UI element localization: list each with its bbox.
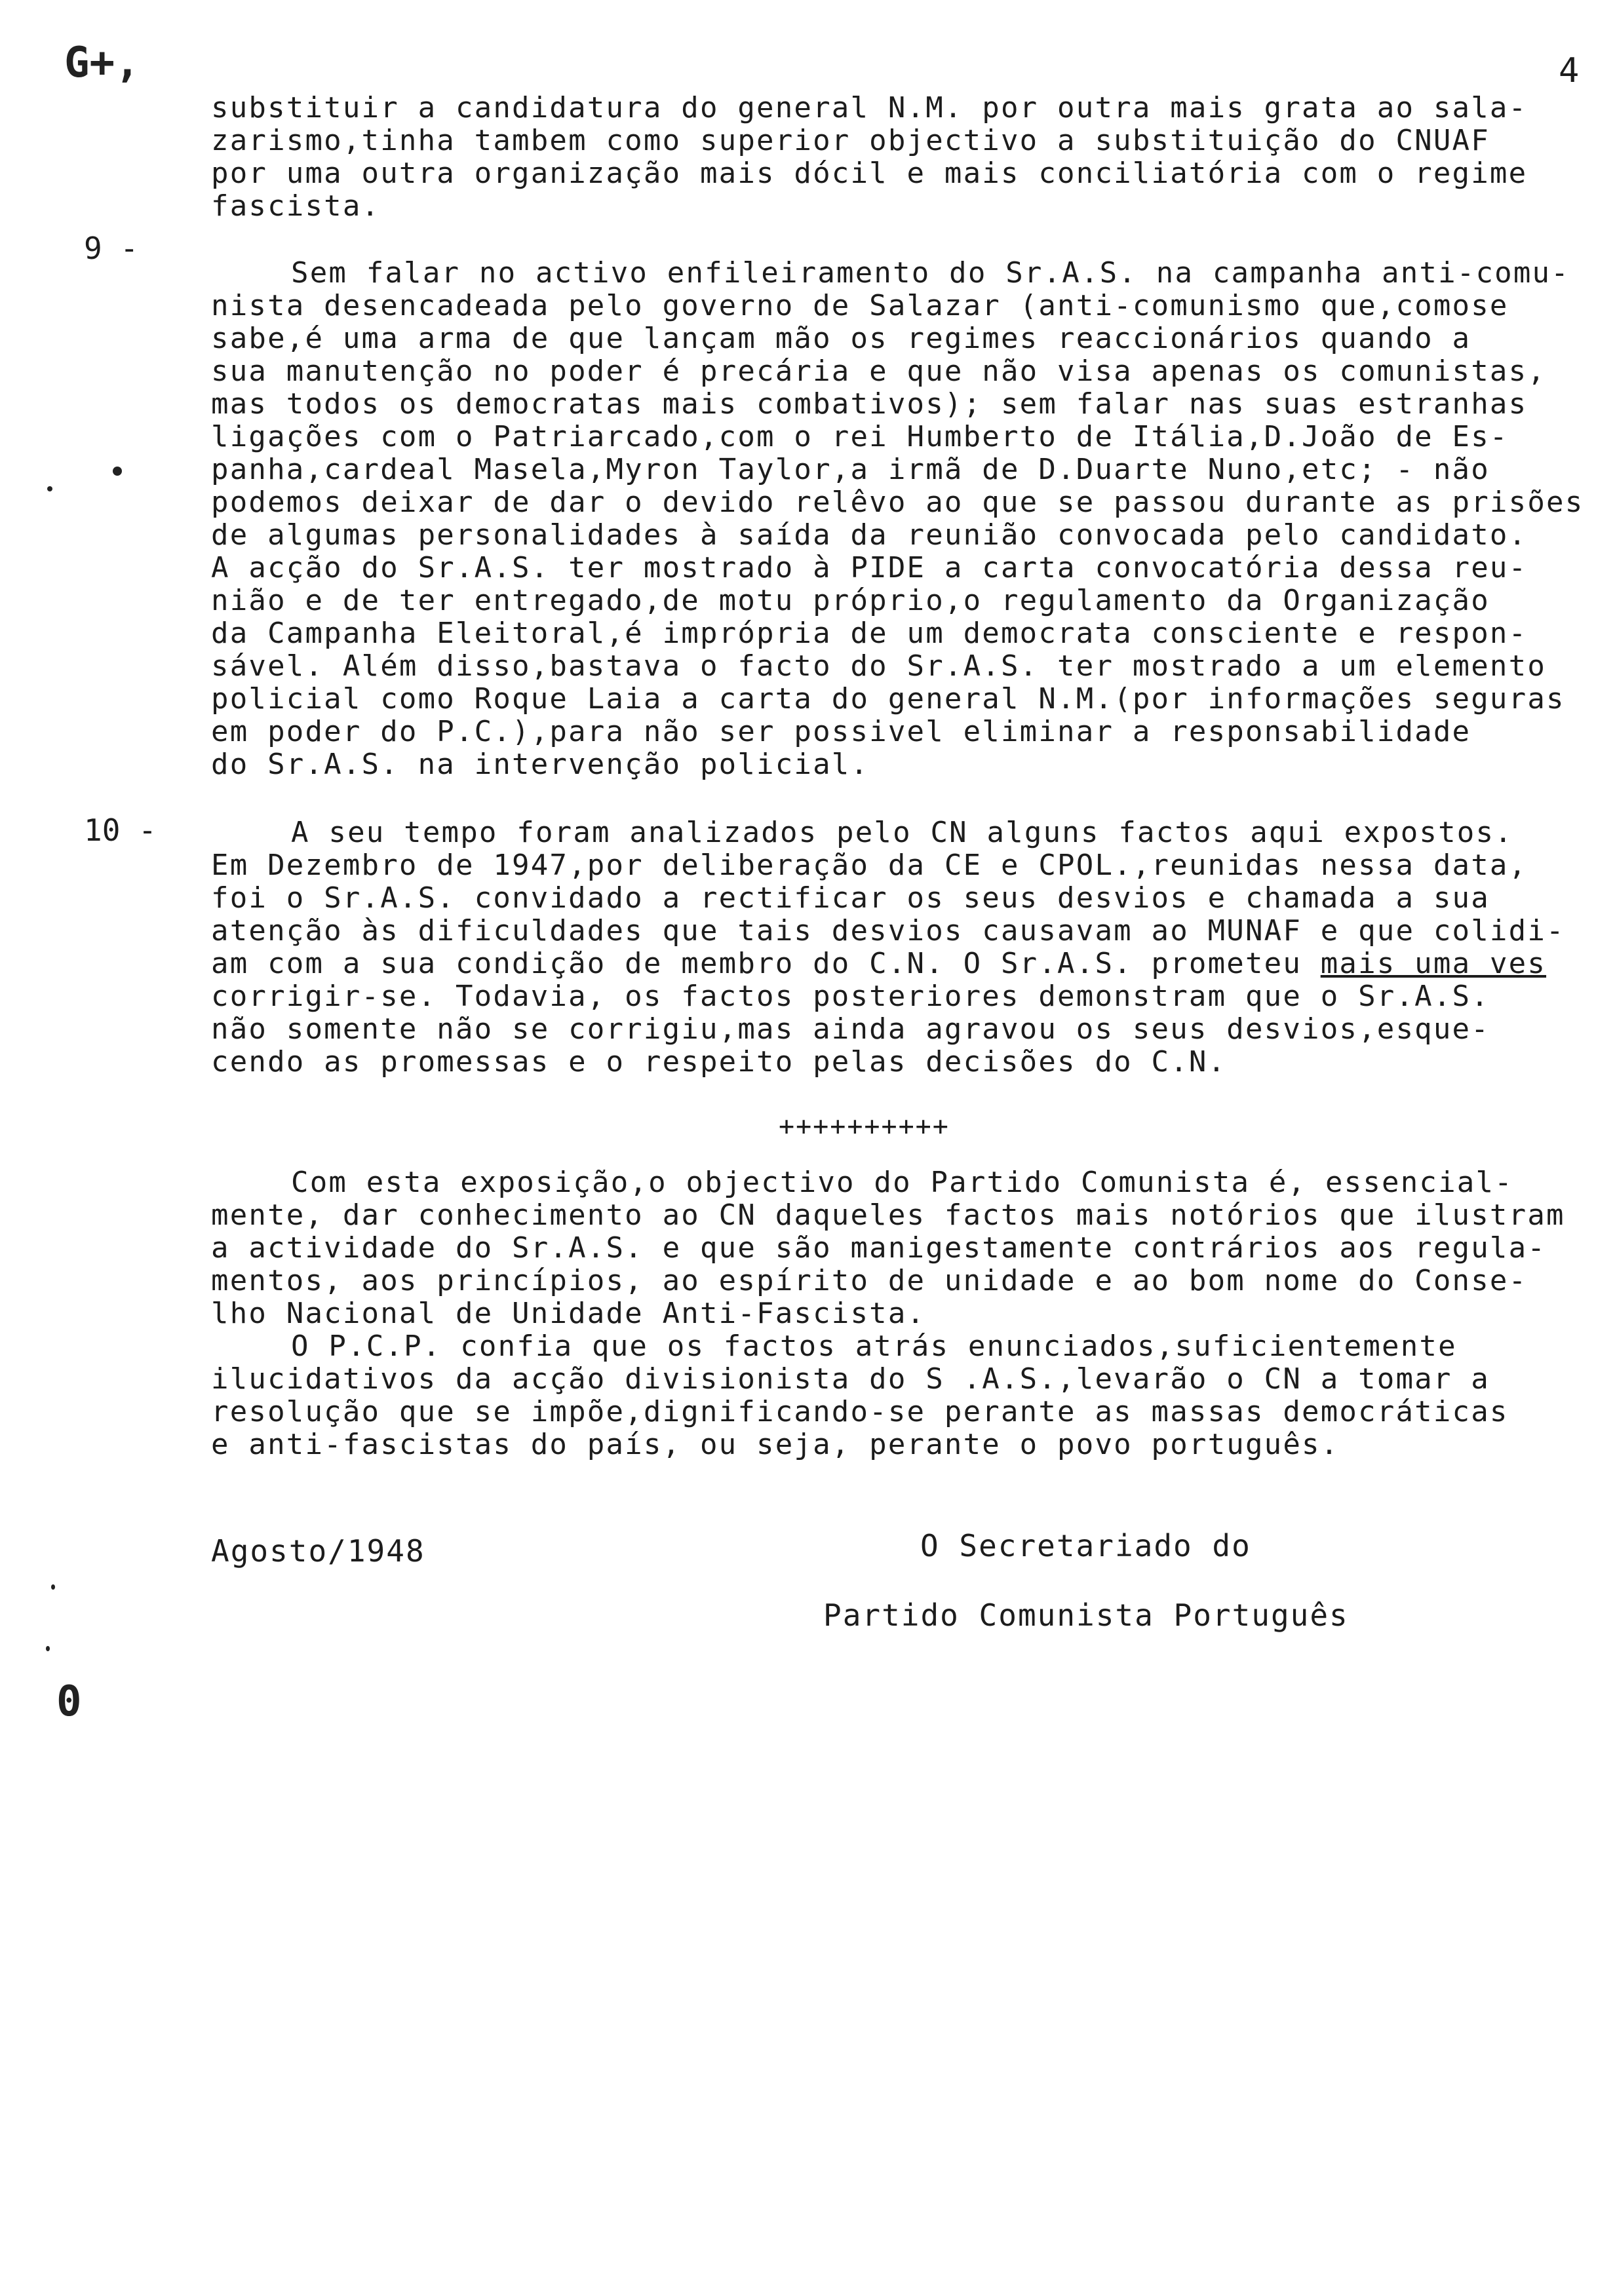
continuation-paragraph	[211, 92, 1614, 223]
text-line: a actividade do Sr.A.S. e que são manigestamente contrários aos regula-	[211, 1231, 1547, 1265]
text-line: atenção às dificuldades que tais desvios causavam ao MUNAF e que colidi-	[211, 914, 1565, 947]
underlined-text: mais uma ves	[1320, 947, 1547, 980]
text-line: Sem falar no activo enfileiramento do Sr.A.S. na campanha anti-comu-	[291, 256, 1570, 290]
text-line: de algumas personalidades à saída da reunião convocada pelo candidato.	[211, 518, 1528, 552]
signature-line-2: Partido Comunista Português	[823, 1598, 1349, 1633]
text-line: ligações com o Patriarcado,com o rei Humberto de Itália,D.João de Es-	[211, 420, 1509, 453]
text-line: e anti-fascistas do país, ou seja, perante o povo português.	[211, 1428, 1340, 1461]
text-line: foi o Sr.A.S. convidado a rectificar os seus desvios e chamada a sua	[211, 881, 1490, 915]
section-number-9: 9 -	[84, 231, 139, 266]
text-line: Em Dezembro de 1947,por deliberação da CE e CPOL.,reunidas nessa data,	[211, 849, 1528, 882]
conclusion-paragraph	[211, 1166, 1614, 1461]
text-line: ilucidativos da acção divisionista do S .A.S.,levarão o CN a tomar a	[211, 1362, 1490, 1396]
document-date: Agosto/1948	[211, 1533, 425, 1569]
section-9-paragraph	[211, 257, 1614, 781]
text-line: lho Nacional de Unidade Anti-Fascista.	[211, 1297, 926, 1330]
text-segment: am com a sua condição de membro do C.N. O Sr.A.S. prometeu	[211, 947, 1321, 980]
text-line: sabe,é uma arma de que lançam mão os regimes reaccionários quando a	[211, 322, 1471, 355]
text-line: sua manutenção no poder é precária e que não visa apenas os comunistas,	[211, 354, 1547, 388]
text-line: nião e de ter entregado,de motu próprio,o regulamento da Organização	[211, 584, 1490, 617]
text-line: A seu tempo foram analizados pelo CN alguns factos aqui expostos.	[291, 816, 1513, 849]
page-number: 4	[1559, 51, 1580, 90]
margin-dot	[51, 1584, 55, 1590]
text-line: policial como Roque Laia a carta do general N.M.(por informações seguras	[211, 682, 1565, 716]
section-10-paragraph	[211, 816, 1614, 1079]
top-left-handwritten-mark: G+,	[64, 39, 140, 87]
section-separator: ++++++++++	[779, 1111, 950, 1141]
text-line: do Sr.A.S. na intervenção policial.	[211, 748, 870, 781]
text-line: sável. Além disso,bastava o facto do Sr.A.S. ter mostrado a um elemento	[211, 649, 1547, 683]
text-line: em poder do P.C.),para não ser possivel eliminar a responsabilidade	[211, 715, 1471, 748]
text-line: não somente não se corrigiu,mas ainda agravou os seus desvios,esque-	[211, 1012, 1490, 1046]
text-line	[211, 947, 1614, 980]
text-line: nista desencadeada pelo governo de Salazar (anti-comunismo que,comose	[211, 289, 1509, 322]
margin-dot	[47, 486, 52, 491]
text-line: corrigir-se. Todavia, os factos posteriores demonstram que o Sr.A.S.	[211, 980, 1490, 1013]
text-line: fascista.	[211, 189, 381, 223]
text-line: por uma outra organização mais dócil e mais conciliatória com o regime	[211, 157, 1528, 190]
text-line: zarismo,tinha tambem como superior objectivo a substituição do CNUAF	[211, 124, 1490, 157]
text-line: resolução que se impõe,dignificando-se perante as massas democráticas	[211, 1395, 1509, 1428]
margin-handwritten-mark: 0	[56, 1677, 82, 1726]
text-line: da Campanha Eleitoral,é imprópria de um democrata consciente e respon-	[211, 617, 1528, 650]
section-number-10: 10 -	[84, 813, 157, 848]
text-line: A acção do Sr.A.S. ter mostrado à PIDE a carta convocatória dessa reu-	[211, 551, 1528, 584]
margin-dot	[113, 467, 122, 476]
signature-line-1: O Secretariado do	[920, 1528, 1251, 1563]
text-line: substituir a candidatura do general N.M. por outra mais grata ao sala-	[211, 91, 1528, 124]
text-line: mentos, aos princípios, ao espírito de unidade e ao bom nome do Conse-	[211, 1264, 1528, 1297]
text-line: mente, dar conhecimento ao CN daqueles factos mais notórios que ilustram	[211, 1198, 1565, 1232]
margin-dot	[46, 1646, 50, 1651]
text-line: panha,cardeal Masela,Myron Taylor,a irmã de D.Duarte Nuno,etc; - não	[211, 453, 1490, 486]
text-line: O P.C.P. confia que os factos atrás enunciados,suficientemente	[291, 1330, 1457, 1363]
text-line: Com esta exposição,o objectivo do Partido Comunista é, essencial-	[291, 1166, 1513, 1199]
text-line: cendo as promessas e o respeito pelas decisões do C.N.	[211, 1045, 1227, 1079]
text-line: mas todos os democratas mais combativos); sem falar nas suas estranhas	[211, 387, 1528, 421]
text-line: podemos deixar de dar o devido relêvo ao que se passou durante as prisões	[211, 486, 1584, 519]
